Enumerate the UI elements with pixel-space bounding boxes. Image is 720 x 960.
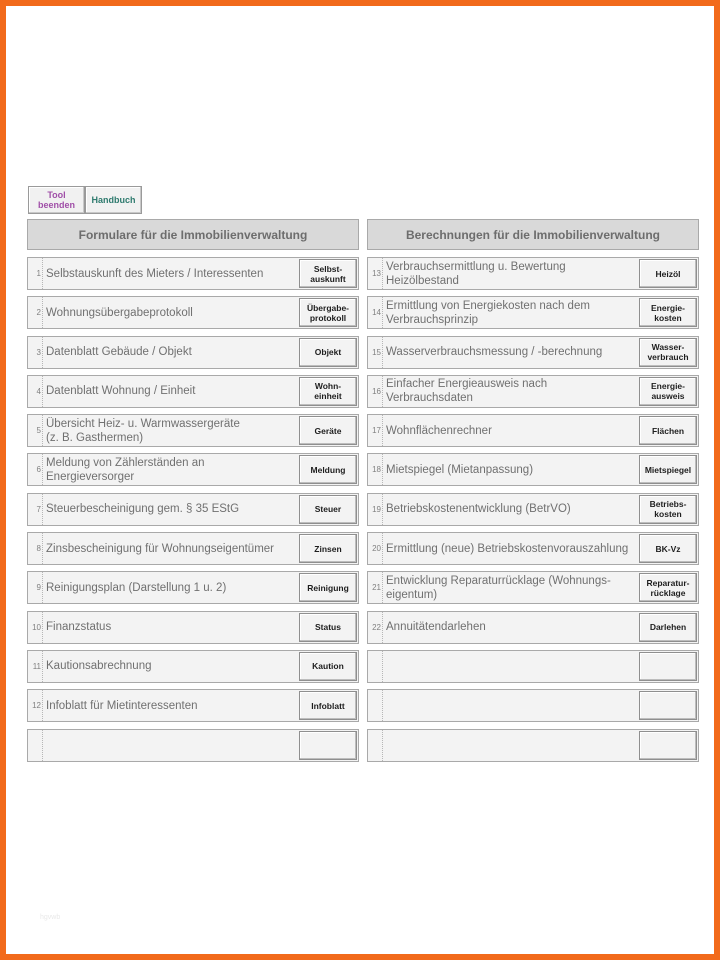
row-label: Finanzstatus [46,621,112,634]
list-item [367,493,699,526]
list-item [367,571,699,604]
row-number [368,690,383,721]
row-number: 16 [368,376,383,407]
row-label: Ermittlung von Energiekosten nach dem Verbrauchsprinzip [386,299,590,326]
list-item [367,729,699,762]
row-label: Betriebskostenentwicklung (BetrVO) [386,503,571,516]
row-action-button[interactable] [639,731,697,760]
row-number [368,651,383,682]
list-item [27,336,359,369]
row-action-button[interactable] [299,731,357,760]
row-action-button[interactable]: Energie- ausweis [639,377,697,406]
tool-beenden-button[interactable]: Tool beenden [28,186,85,214]
row-action-button[interactable]: Energie- kosten [639,298,697,327]
row-number: 10 [28,612,43,643]
list-item [27,532,359,565]
row-label: Reinigungsplan (Darstellung 1 u. 2) [46,581,227,594]
list-item [27,453,359,486]
row-label: Kautionsabrechnung [46,660,152,673]
row-number: 6 [28,454,43,485]
row-number: 1 [28,258,43,289]
forms-panel [27,219,359,768]
row-action-button[interactable] [639,652,697,681]
row-action-button[interactable]: Selbst- auskunft [299,259,357,288]
list-item [367,611,699,644]
row-label: Wohnflächenrechner [386,424,492,437]
row-action-button[interactable]: Wohn- einheit [299,377,357,406]
row-label: Steuerbescheinigung gem. § 35 EStG [46,503,240,516]
row-number: 8 [28,533,43,564]
row-label: Entwicklung Reparaturrücklage (Wohnungs- eigentum) [386,574,611,601]
row-number: 17 [368,415,383,446]
list-item [367,257,699,290]
forms-panel-title: Formulare für die Immobilienverwaltung [27,219,359,250]
row-number: 9 [28,572,43,603]
list-item [367,414,699,447]
watermark: hgvwb [40,914,61,921]
row-label: Ermittlung (neue) Betriebskostenvorauszahlung [386,542,629,555]
row-action-button[interactable]: Zinsen [299,534,357,563]
row-label: Zinsbescheinigung für Wohnungseigentümer [46,542,275,555]
row-label: Einfacher Energieausweis nach Verbrauchsdaten [386,378,548,405]
list-item [27,689,359,722]
row-action-button[interactable]: Geräte [299,416,357,445]
row-number: 11 [28,651,43,682]
list-item [27,729,359,762]
row-number: 5 [28,415,43,446]
row-number: 13 [368,258,383,289]
row-number: 2 [28,297,43,328]
row-action-button[interactable]: Mietspiegel [639,455,697,484]
row-label: Mietspiegel (Mietanpassung) [386,463,534,476]
row-action-button[interactable]: Status [299,613,357,642]
row-label: Annuitätendarlehen [386,621,486,634]
row-action-button[interactable]: Reparatur- rücklage [639,573,697,602]
row-number: 22 [368,612,383,643]
row-number: 20 [368,533,383,564]
row-number: 15 [368,337,383,368]
row-action-button[interactable]: Reinigung [299,573,357,602]
row-action-button[interactable]: Objekt [299,338,357,367]
row-number: 19 [368,494,383,525]
handbuch-button[interactable]: Handbuch [85,186,142,214]
row-action-button[interactable]: BK-Vz [639,534,697,563]
row-action-button[interactable]: Flächen [639,416,697,445]
row-action-button[interactable]: Übergabe- protokoll [299,298,357,327]
row-action-button[interactable]: Wasser- verbrauch [639,338,697,367]
calculations-panel [367,219,699,768]
list-item [367,650,699,683]
list-item [367,689,699,722]
row-label: Verbrauchsermittlung u. Bewertung Heizölbestand [386,260,566,287]
row-action-button[interactable]: Darlehen [639,613,697,642]
list-item [27,611,359,644]
row-action-button[interactable]: Heizöl [639,259,697,288]
row-label: Wasserverbrauchsmessung / -berechnung [386,346,603,359]
calculations-panel-title: Berechnungen für die Immobilienverwaltung [367,219,699,250]
row-number: 7 [28,494,43,525]
list-item [27,650,359,683]
row-action-button[interactable] [639,691,697,720]
list-item [27,571,359,604]
row-number: 4 [28,376,43,407]
row-label: Meldung von Zählerständen an Energieversorger [46,456,205,483]
row-action-button[interactable]: Betriebs- kosten [639,495,697,524]
list-item [27,375,359,408]
list-item [27,493,359,526]
row-action-button[interactable]: Kaution [299,652,357,681]
row-number: 12 [28,690,43,721]
row-label: Wohnungsübergabeprotokoll [46,306,193,319]
list-item [27,414,359,447]
list-item [27,296,359,329]
row-action-button[interactable]: Infoblatt [299,691,357,720]
row-number: 18 [368,454,383,485]
list-item [367,296,699,329]
row-number: 14 [368,297,383,328]
row-label: Datenblatt Gebäude / Objekt [46,346,192,359]
row-action-button[interactable]: Meldung [299,455,357,484]
list-item [367,336,699,369]
row-label: Infoblatt für Mietinteressenten [46,699,198,712]
list-item [367,453,699,486]
row-label: Selbstauskunft des Mieters / Interessenten [46,267,264,280]
row-label: Datenblatt Wohnung / Einheit [46,385,196,398]
list-item [367,532,699,565]
row-number [368,730,383,761]
row-number: 3 [28,337,43,368]
row-number [28,730,43,761]
row-action-button[interactable]: Steuer [299,495,357,524]
row-number: 21 [368,572,383,603]
list-item [27,257,359,290]
top-toolbar [28,186,142,214]
row-label: Übersicht Heiz- u. Warmwassergeräte (z. B. Gasthermen) [46,417,240,444]
list-item [367,375,699,408]
